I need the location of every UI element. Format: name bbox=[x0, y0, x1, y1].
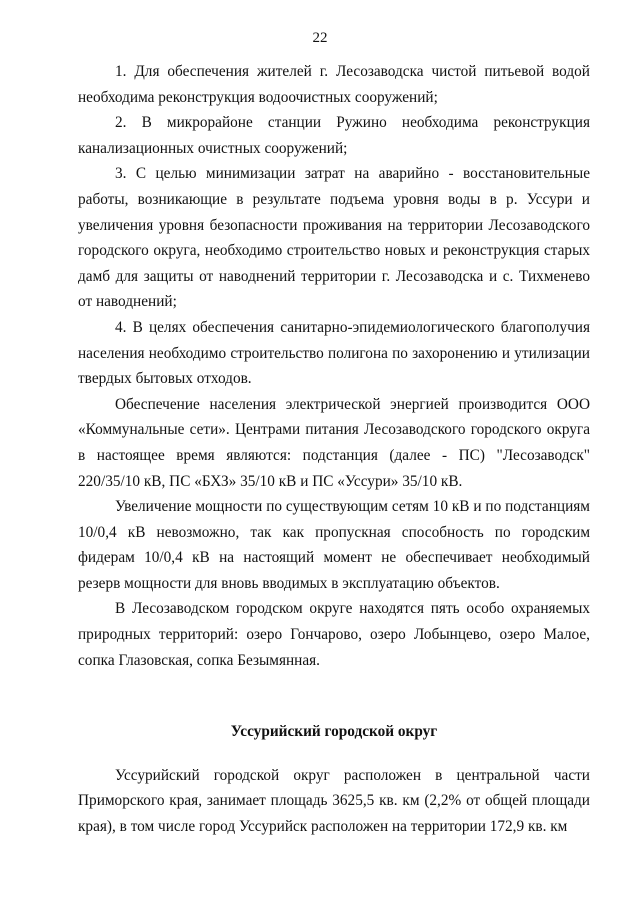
paragraph-protected-areas: В Лесозаводском городском округе находятся пять особо охраняемых природных территорий: озеро Гончарово, озеро Лобынцево, озеро Малое, сопка Глазовская, сопка Безымянная. bbox=[78, 600, 590, 669]
paragraph-flood-protection: 3. С целью минимизации затрат на аварийно - восстановительные работы, возникающие в результате подъема уровня воды в р. Уссури и увеличения уровня безопасности проживания на территории Лесозаводского городского округа, необходимо строительство новых и реконструкция старых дамб для защиты от наводнений территории г. Лесозаводска и с. Тихменево от наводнений; bbox=[78, 165, 590, 311]
paragraph-capacity-limits: Увеличение мощности по существующим сетям 10 кВ и по подстанциям 10/0,4 кВ невозможно, так как пропускная способность по городским фидерам 10/0,4 кВ на настоящий момент не обеспечивает необходимый резерв мощности для вновь вводимых в эксплуатацию объектов. bbox=[78, 498, 590, 592]
document-body bbox=[78, 59, 590, 840]
paragraph-ussuriysk-intro: Уссурийский городской округ расположен в центральной части Приморского края, занимает площадь 3625,5 кв. км (2,2% от общей площади края), в том числе город Уссурийск расположен на территории 172,9 кв. км bbox=[78, 766, 590, 836]
section-heading: Уссурийский городской округ bbox=[230, 723, 438, 741]
paragraph-power-supply: Обеспечение населения электрической энергией производится ООО «Коммунальные сети». Центрами питания Лесозаводского городского округа в настоящее время являются: подстанция (далее - ПС) "Лесозаводск" 220/35/10 кВ, ПС «БХЗ» 35/10 кВ и ПС «Уссури» 35/10 кВ. bbox=[78, 395, 590, 490]
paragraph-sewage-treatment: 2. В микрорайоне станции Ружино необходима реконструкция канализационных очистных сооружений; bbox=[78, 114, 590, 157]
paragraph-water-treatment: 1. Для обеспечения жителей г. Лесозаводска чистой питьевой водой необходима реконструкция водоочистных сооружений; bbox=[78, 63, 590, 106]
page-number: 22 bbox=[312, 30, 328, 46]
paragraph-waste-landfill: 4. В целях обеспечения санитарно-эпидемиологического благополучия населения необходимо строительство полигона по захоронению и утилизации твердых бытовых отходов. bbox=[78, 318, 590, 388]
